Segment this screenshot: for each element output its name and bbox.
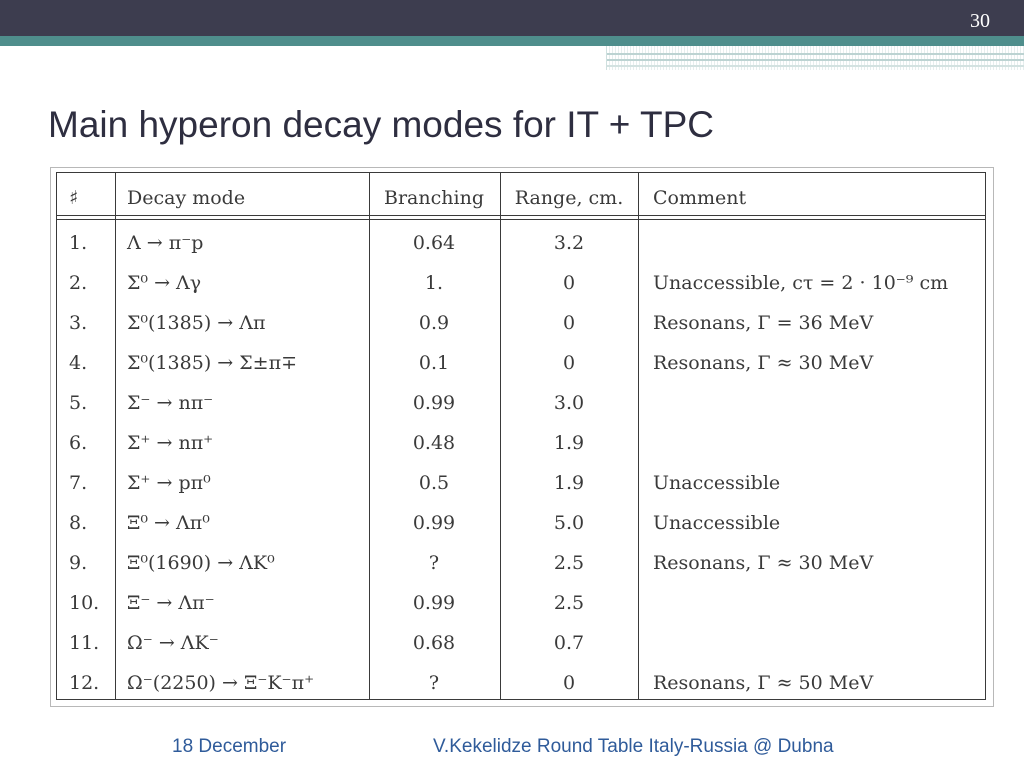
slide-title: Main hyperon decay modes for IT + TPC: [48, 104, 714, 145]
row-comment: Unaccessible: [653, 512, 781, 534]
row-decay-mode: Σ⁻ → nπ⁻: [127, 392, 214, 414]
row-branching: 0.68: [412, 632, 456, 654]
row-branching: 1.: [424, 272, 444, 294]
row-index: 5.: [69, 392, 88, 414]
row-branching: ?: [428, 672, 440, 694]
decorative-lines: [606, 46, 1024, 70]
row-index: 8.: [69, 512, 88, 534]
row-index: 9.: [69, 552, 88, 574]
row-branching: 0.1: [418, 352, 450, 374]
row-branching: 0.99: [412, 392, 456, 414]
row-range: 1.9: [553, 472, 585, 494]
row-range: 5.0: [553, 512, 585, 534]
header-comment: Comment: [653, 187, 747, 209]
row-decay-mode: Σ⁰(1385) → Λπ: [127, 312, 266, 334]
row-range: 3.2: [553, 232, 585, 254]
header-branching: Branching: [384, 187, 484, 209]
header-index: ♯: [69, 187, 79, 209]
footer-date: 18 December: [172, 736, 287, 757]
row-branching: 0.64: [412, 232, 456, 254]
row-branching: 0.99: [412, 512, 456, 534]
slide-number: 30: [970, 10, 990, 32]
row-range: 3.0: [553, 392, 585, 414]
row-comment: Resonans, Γ ≈ 30 MeV: [653, 352, 874, 374]
row-branching: 0.48: [412, 432, 456, 454]
row-index: 12.: [69, 672, 100, 694]
row-range: 0: [562, 272, 576, 294]
row-comment: Unaccessible: [653, 472, 781, 494]
row-branching: 0.99: [412, 592, 456, 614]
row-range: 0: [562, 352, 576, 374]
top-header-bar: [0, 0, 1024, 36]
row-range: 2.5: [553, 552, 585, 574]
row-decay-mode: Ω⁻ → ΛK⁻: [127, 632, 219, 654]
row-range: 0.7: [553, 632, 585, 654]
row-decay-mode: Σ⁰ → Λγ: [127, 272, 202, 294]
row-decay-mode: Ω⁻(2250) → Ξ⁻K⁻π⁺: [127, 672, 315, 694]
row-index: 3.: [69, 312, 88, 334]
row-range: 1.9: [553, 432, 585, 454]
header-range: Range, cm.: [514, 187, 624, 209]
row-decay-mode: Ξ⁰(1690) → ΛK⁰: [127, 552, 275, 574]
row-decay-mode: Λ → π⁻p: [127, 232, 204, 254]
footer-author: V.Kekelidze Round Table Italy-Russia @ Dubna: [433, 736, 834, 757]
row-range: 0: [562, 672, 576, 694]
row-comment: Resonans, Γ = 36 MeV: [653, 312, 874, 334]
row-index: 7.: [69, 472, 88, 494]
row-branching: 0.9: [418, 312, 450, 334]
row-decay-mode: Ξ⁻ → Λπ⁻: [127, 592, 215, 614]
decay-modes-table: [56, 172, 986, 700]
row-index: 4.: [69, 352, 88, 374]
row-index: 11.: [69, 632, 100, 654]
row-index: 6.: [69, 432, 88, 454]
row-branching: ?: [428, 552, 440, 574]
row-decay-mode: Σ⁺ → pπ⁰: [127, 472, 211, 494]
row-decay-mode: Σ⁺ → nπ⁺: [127, 432, 214, 454]
row-branching: 0.5: [418, 472, 450, 494]
row-range: 0: [562, 312, 576, 334]
row-comment: Unaccessible, cτ = 2 · 10⁻⁹ cm: [653, 272, 949, 294]
row-comment: Resonans, Γ ≈ 30 MeV: [653, 552, 874, 574]
row-index: 2.: [69, 272, 88, 294]
row-decay-mode: Ξ⁰ → Λπ⁰: [127, 512, 210, 534]
header-decay-mode: Decay mode: [127, 187, 246, 209]
row-range: 2.5: [553, 592, 585, 614]
row-comment: Resonans, Γ ≈ 50 MeV: [653, 672, 874, 694]
row-decay-mode: Σ⁰(1385) → Σ±π∓: [127, 352, 297, 374]
row-index: 1.: [69, 232, 88, 254]
row-index: 10.: [69, 592, 100, 614]
accent-stripe: [0, 36, 1024, 46]
